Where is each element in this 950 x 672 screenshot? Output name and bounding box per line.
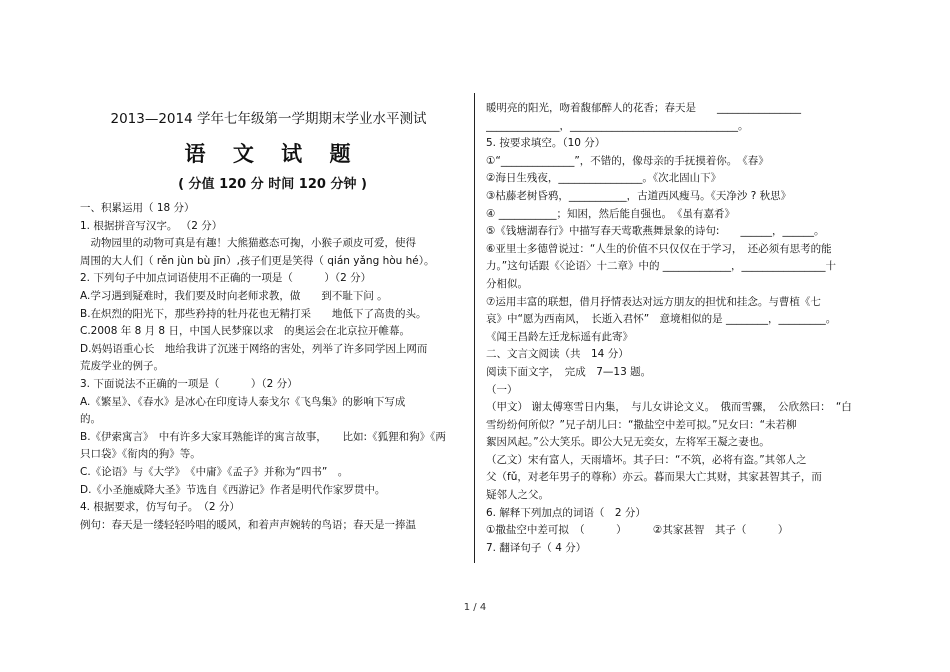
text-line: 7. 翻译句子（ 4 分） [486,541,587,554]
text-line: 荒废学业的例子。 [80,360,164,373]
text-line: 的。 [80,413,101,426]
text-line: A.学习遇到疑难时，我们要及时向老师求教，做 到不耻下问 。 [80,289,388,302]
text-line: D.妈妈语重心长 地给我讲了沉迷于网络的害处，列举了许多同学因上网而 [80,342,428,355]
text-line: B.在炽烈的阳光下，那些矜持的牡丹花也无精打采 地低下了高贵的头。 [80,307,427,320]
page-number: 1 / 4 [463,602,487,613]
text-line: 哀》中“愿为西南风， 长逝入君怀” 意境相似的是 ________，_________。 [486,313,837,326]
text-line: 力。”这句话跟《〈论语〉十二章》中的 _____________，________________十 [486,260,837,273]
text-line: ②海日生残夜，________________。《次北固山下》 [486,172,722,185]
text-line: 暖明亮的阳光，吻着馥郁醉人的花香；春天是 ________________ [486,102,801,114]
right-column [486,100,876,557]
text-line: 《闻王昌龄左迁龙标遥有此寄》 [486,330,633,343]
text-line: 动物园里的动物可真是有趣！大熊猫憨态可掬，小猴子顽皮可爱，使得 [80,237,416,250]
text-line: 阅读下面文字， 完成 7—13 题。 [486,365,652,378]
exam-title: 2013—2014 学年七年级第一学期期末学业水平测试 [110,111,427,127]
text-line: 5. 按要求填空。（10 分） [486,137,606,150]
exam-meta: ( 分值 120 分 时间 120 分钟 ) [178,177,367,192]
text-line: 二、文言文阅读（共 14 分） [486,348,629,361]
left-body [80,200,465,534]
text-line: ⑦运用丰富的联想，借月抒情表达对远方朋友的担忧和挂念。与曹植《七 [486,295,821,308]
text-line: 分相似。 [486,277,528,290]
column-divider [474,93,475,563]
text-line: （一） [486,383,518,396]
text-line: 絮因风起。”公大笑乐。即公大兄无奕女，左将军王凝之妻也。 [486,436,770,449]
text-line: 疑邻人之父。 [486,489,549,502]
text-line: ①“______________”，不错的，像母亲的手抚摸着你。 《春》 [486,154,769,167]
text-line: ______________，________________________________。 [486,119,749,132]
text-line: 4. 根据要求，仿写句子。 （2 分） [80,501,240,514]
text-line: ④ ___________；知困，然后能自强也。 《虽有嘉肴》 [486,207,735,220]
exam-subject: 语 文 试 题 [184,142,361,166]
text-line: 周围的大人们（ rěn jùn bù jīn）,孩子们更是笑得（ qián yǎng hòu hé）。 [80,254,435,267]
text-line: A.《繁星》、《春水》是冰心在印度诗人泰戈尔《飞鸟集》的影响下写成 [80,395,406,408]
text-line: （甲文） 谢太傅寒雪日内集， 与儿女讲论文义。 俄而雪骤， 公欣然曰： “白 [486,401,852,414]
text-line: 6. 解释下列加点的词语（ 2 分） [486,506,646,519]
text-line: ⑤《钱塘湖春行》中描写春天莺歌燕舞景象的诗句: ______，______。 [486,225,825,238]
text-line: ①撒盐空中差可拟 （ ） ②其家甚智 其子（ ） [486,524,789,537]
text-line: 2. 下列句子中加点词语使用不正确的一项是（ ）（2 分） [80,272,372,285]
text-line: B.《伊索寓言》 中有许多大家耳熟能详的寓言故事， 比如:《狐狸和狗》《两 [80,430,446,443]
text-line: D.《小圣施威降大圣》节选自《西游记》作者是明代作家罗贯中。 [80,483,386,496]
text-line: ⑥亚里士多德曾说过：“人生的价值不只仅仅在于学习， 还必须有思考的能 [486,242,832,255]
text-line: C.《论语》与《大学》 《中庸》《孟子》并称为“四书” 。 [80,465,349,478]
text-line: 雪纷纷何所似？”兄子胡儿曰：“撒盐空中差可拟。”兄女曰：“未若柳 [486,418,797,431]
left-column [80,108,465,534]
text-line: C.2008 年 8 月 8 日，中国人民梦寐以求 的奥运会在北京拉开帷幕。 [80,325,410,338]
text-line: 1. 根据拼音写汉字。 （2 分） [80,219,223,232]
text-line: ③枯藤老树昏鸦，___________，古道西风瘦马。《天净沙 ? 秋思》 [486,189,792,202]
text-line: 3. 下面说法不正确的一项是（ ）（2 分） [80,377,298,390]
text-line: 例句：春天是一缕轻轻吟唱的暖风，和着声声婉转的鸟语；春天是一捧温 [80,518,416,531]
text-line: 一、积累运用（ 18 分） [80,202,195,214]
text-line: 只口袋》《衔肉的狗》等。 [80,448,201,461]
text-line: 父（fǔ，对老年男子的尊称）亦云。暮而果大亡其财，其家甚智其子，而 [486,471,822,484]
text-line: （乙文）宋有富人，天雨墙坏。其子曰：“不筑，必将有盗。”其邻人之 [486,453,807,466]
